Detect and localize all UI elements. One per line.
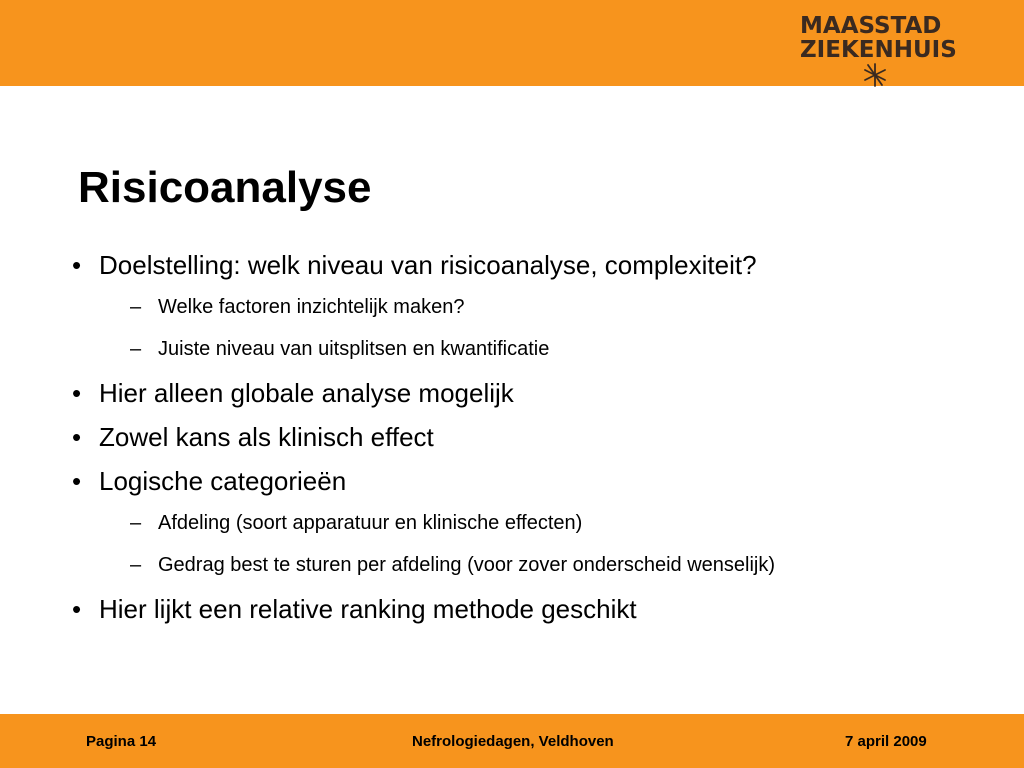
header-band: [0, 0, 1024, 86]
bullet-item: [72, 378, 992, 408]
footer-date: 7 april 2009: [845, 733, 927, 750]
bullet-marker: •: [72, 466, 82, 496]
sub-bullet-marker: –: [130, 338, 142, 360]
sub-bullet-item: [72, 552, 992, 578]
footer-event-name: Nefrologiedagen, Veldhoven: [412, 733, 614, 750]
bullet-text: Hier lijkt een relative ranking methode geschikt: [99, 594, 637, 624]
bullet-text: Logische categorieën: [99, 466, 347, 496]
logo-line-1: MAASSTAD: [800, 13, 942, 39]
sub-bullet-item: [72, 336, 992, 362]
logo-line-2: ZIEKENHUIS: [800, 37, 957, 63]
maasstad-logo: [800, 13, 957, 63]
bullet-text: Zowel kans als klinisch effect: [99, 422, 434, 452]
sub-bullet-text: Gedrag best te sturen per afdeling (voor zover onderscheid wenselijk): [158, 554, 775, 576]
sub-bullet-marker: –: [130, 512, 142, 534]
slide-content: [72, 250, 992, 638]
bullet-marker: •: [72, 594, 82, 624]
bullet-marker: •: [72, 422, 82, 452]
bullet-item: [72, 466, 992, 496]
bullet-text: Hier alleen globale analyse mogelijk: [99, 378, 514, 408]
bullet-item: [72, 250, 992, 280]
bullet-text: Doelstelling: welk niveau van risicoanalyse, complexiteit?: [99, 250, 757, 280]
footer-page-number: Pagina 14: [86, 733, 157, 750]
bullet-marker: •: [72, 250, 82, 280]
sub-bullet-item: [72, 294, 992, 320]
sub-bullet-marker: –: [130, 554, 142, 576]
sub-bullet-text: Welke factoren inzichtelijk maken?: [158, 296, 465, 318]
bullet-item: [72, 594, 992, 624]
sub-bullet-text: Juiste niveau van uitsplitsen en kwantificatie: [158, 338, 550, 360]
sub-bullet-marker: –: [130, 296, 142, 318]
slide-title: Risicoanalyse: [78, 163, 372, 212]
asterisk-star-icon: [862, 62, 888, 88]
sub-bullet-text: Afdeling (soort apparatuur en klinische effecten): [158, 512, 583, 534]
bullet-item: [72, 422, 992, 452]
bullet-marker: •: [72, 378, 82, 408]
sub-bullet-item: [72, 510, 992, 536]
